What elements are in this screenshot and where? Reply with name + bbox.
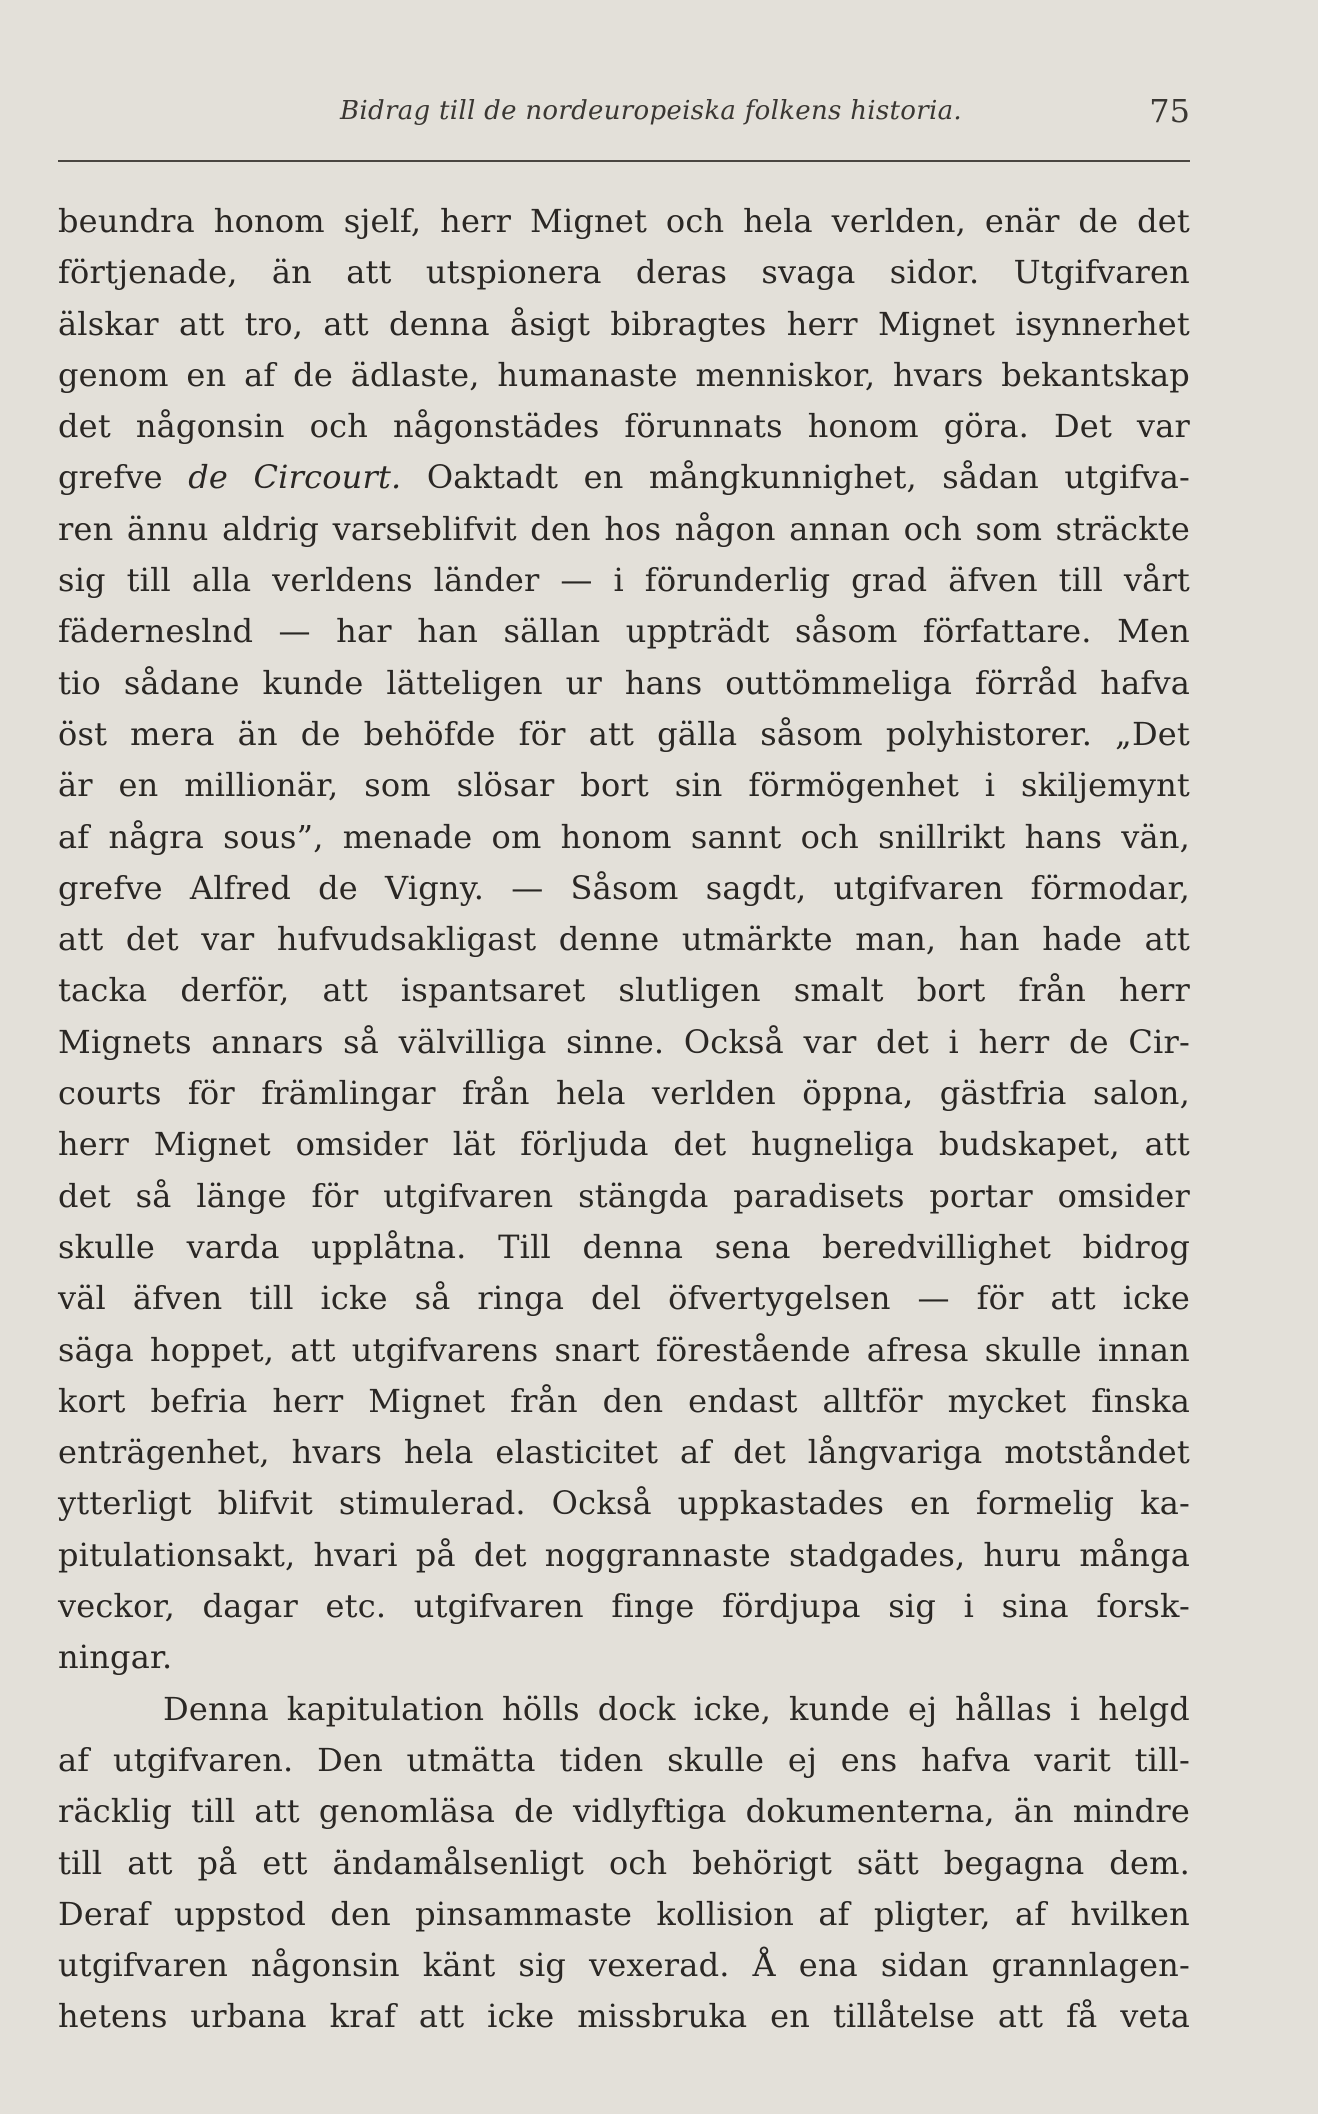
text-line: väl äfven till icke så ringa del öfvertygelsen — för att icke bbox=[58, 1279, 1190, 1318]
text-segment: grefve bbox=[58, 458, 189, 497]
text-line: enträgenhet, hvars hela elasticitet af det långvariga motståndet bbox=[58, 1433, 1190, 1472]
text-line: förtjenade, än att utspionera deras svaga sidor. Utgifvaren bbox=[58, 253, 1190, 292]
text-line: utgifvaren någonsin känt sig vexerad. Å ena sidan grannlagen- bbox=[58, 1946, 1190, 1985]
body-text bbox=[58, 196, 1190, 2043]
text-line: tacka derför, att ispantsaret slutligen smalt bort från herr bbox=[58, 971, 1190, 1010]
text-line: älskar att tro, att denna åsigt bibragtes herr Mignet isynnerhet bbox=[58, 304, 1190, 343]
text-line: Deraf uppstod den pinsammaste kollision af pligter, af hvilken bbox=[58, 1894, 1190, 1933]
page-header bbox=[58, 92, 1190, 136]
text-line: courts för främlingar från hela verlden öppna, gästfria salon, bbox=[58, 1074, 1190, 1113]
italic-name: de Circourt. bbox=[188, 458, 402, 497]
text-line: räcklig till att genomläsa de vidlyftiga dokumenterna, än mindre bbox=[58, 1792, 1190, 1831]
text-line: af utgifvaren. Den utmätta tiden skulle ej ens hafva varit till- bbox=[58, 1740, 1190, 1779]
text-segment: Oaktadt en mångkunnighet, sådan utgifva- bbox=[401, 458, 1191, 497]
text-line: till att på ett ändamålsenligt och behörigt sätt begagna dem. bbox=[58, 1843, 1190, 1882]
text-line: det så länge för utgifvaren stängda paradisets portar omsider bbox=[58, 1176, 1190, 1215]
page-number: 75 bbox=[1149, 92, 1190, 130]
text-line: sig till alla verldens länder — i förunderlig grad äfven till vårt bbox=[58, 561, 1190, 600]
text-line: ytterligt blifvit stimulerad. Också uppkastades en formelig ka- bbox=[58, 1484, 1190, 1523]
paragraph-first-line: Denna kapitulation hölls dock icke, kunde ej hållas i helgd bbox=[163, 1689, 1190, 1728]
text-line: öst mera än de behöfde för att gälla såsom polyhistorer. „Det bbox=[58, 714, 1190, 753]
text-line: att det var hufvudsakligast denne utmärkte man, han hade att bbox=[58, 920, 1190, 959]
text-line: skulle varda upplåtna. Till denna sena beredvillighet bidrog bbox=[58, 1227, 1190, 1266]
text-line: veckor, dagar etc. utgifvaren finge fördjupa sig i sina forsk- bbox=[58, 1587, 1190, 1626]
text-line: säga hoppet, att utgifvarens snart förestående afresa skulle innan bbox=[58, 1330, 1190, 1369]
text-line: ningar. bbox=[58, 1638, 173, 1677]
text-line: herr Mignet omsider lät förljuda det hugneliga budskapet, att bbox=[58, 1125, 1190, 1164]
text-line: tio sådane kunde lätteligen ur hans outtömmeliga förråd hafva bbox=[58, 663, 1190, 702]
text-line: pitulationsakt, hvari på det noggrannaste stadgades, huru många bbox=[58, 1535, 1190, 1574]
text-line bbox=[58, 452, 1190, 503]
text-line: ren ännu aldrig varseblifvit den hos någon annan och som sträckte bbox=[58, 509, 1190, 548]
text-line: kort befria herr Mignet från den endast alltför mycket finska bbox=[58, 1381, 1190, 1420]
running-title: Bidrag till de nordeuropeiska folkens historia. bbox=[340, 96, 962, 126]
text-line: beundra honom sjelf, herr Mignet och hela verlden, enär de det bbox=[58, 202, 1190, 240]
text-line: grefve Alfred de Vigny. — Såsom sagdt, utgifvaren förmodar, bbox=[58, 868, 1190, 907]
text-line: af några sous”, menade om honom sannt och snillrikt hans vän, bbox=[58, 817, 1190, 856]
text-line: fäderneslnd — har han sällan uppträdt såsom författare. Men bbox=[58, 612, 1190, 651]
text-line: det någonsin och någonstädes förunnats honom göra. Det var bbox=[58, 407, 1190, 446]
header-rule bbox=[58, 160, 1190, 162]
text-line: är en millionär, som slösar bort sin förmögenhet i skiljemynt bbox=[58, 766, 1190, 805]
text-line: Mignets annars så välvilliga sinne. Också var det i herr de Cir- bbox=[58, 1022, 1190, 1061]
text-line: hetens urbana kraf att icke missbruka en tillåtelse att få veta bbox=[58, 1997, 1190, 2036]
text-line: genom en af de ädlaste, humanaste menniskor, hvars bekantskap bbox=[58, 355, 1190, 394]
